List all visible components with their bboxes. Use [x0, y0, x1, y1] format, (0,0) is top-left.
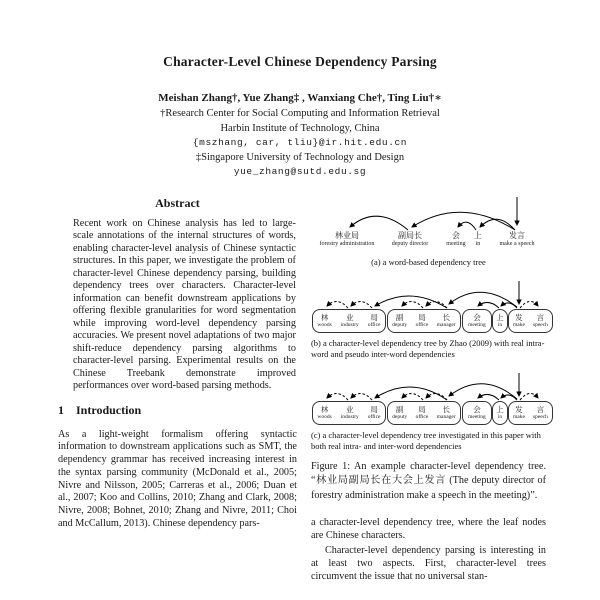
affiliation-block	[0, 107, 600, 180]
figure-1-caption: Figure 1: An example character-level dependency tree. “林业局副局长在大会上发言 (The deputy director of forestry administration make a speech in the meeting)”.	[310, 461, 546, 501]
char-gloss: office	[367, 413, 381, 420]
inter-arc	[501, 303, 517, 308]
dependency-arcs-b-svg	[311, 281, 551, 309]
author-line: Meishan Zhang†, Yue Zhang‡ , Wanxiang Che†, Ting Liu†∗	[158, 92, 442, 104]
char-cell	[513, 406, 525, 421]
char-zh: 副	[395, 312, 404, 322]
char-cell	[496, 406, 504, 421]
char-zh: 会	[473, 312, 481, 322]
word-zh: 林业局	[334, 230, 359, 240]
word-cell	[320, 232, 375, 247]
char-zh: 长	[442, 312, 450, 322]
email-line-2: yue_zhang@sutd.edu.sg	[233, 166, 367, 177]
affiliation-line-1: †Research Center for Social Computing and Information Retrieval	[160, 108, 440, 119]
dependency-arcs-c-svg	[311, 373, 551, 401]
word-gloss: forestry administration	[319, 240, 375, 247]
caption-1a: (a) a word-based dependency tree	[371, 256, 486, 267]
intra-arc	[402, 393, 423, 400]
caption-1b: (b) a character-level dependency tree by Zhao (2009) with real intra-word and pseudo inter-word dependencies	[310, 338, 545, 359]
char-zh: 上	[496, 312, 504, 322]
left-column	[58, 194, 297, 584]
paper-title: Character-Level Chinese Dependency Parsing	[163, 54, 437, 69]
char-cell	[368, 314, 381, 329]
char-gloss: industry	[340, 413, 359, 420]
char-cell	[368, 406, 381, 421]
char-gloss: industry	[340, 321, 359, 328]
char-gloss: make	[512, 413, 525, 420]
char-gloss: deputy	[392, 413, 408, 420]
email-line-1: {mszhang, car, tliu}@ir.hit.edu.cn	[192, 137, 408, 148]
char-cell	[416, 314, 429, 329]
word-row-a	[311, 232, 551, 252]
char-cell	[437, 406, 456, 421]
inter-arc	[449, 384, 517, 399]
word-gloss: deputy director	[391, 240, 429, 247]
word-zh: 副局长	[397, 230, 422, 240]
word-zh: 上	[473, 230, 482, 240]
intra-arc	[520, 301, 538, 308]
char-zh: 业	[346, 404, 354, 414]
char-cell	[317, 406, 331, 421]
char-gloss: office	[367, 321, 381, 328]
char-gloss: meeting	[468, 321, 486, 328]
char-gloss: meeting	[468, 413, 486, 420]
introduction-paragraph: As a light-weight formalism offering syntactic information to downstream applications such as SMT, the dependency grammar has received increasing interest in the syntax parsing community (McDonald et al., 2005; Nivre and Nilsson, 2005; Carreras et al., 2006; Duan et al., 2007; Koo and Collins, 2010; Zhang and Clark, 2008; Nivre, 2008; Bohnet, 2010; Zhang and Nivre, 2011; Choi and McCallum, 2013). Chinese dependency pars-	[58, 428, 297, 530]
word-box	[387, 309, 461, 333]
char-zh: 林	[320, 404, 329, 414]
word-box	[508, 401, 553, 425]
char-zh: 长	[442, 404, 450, 414]
arc-in-to-meeting	[458, 222, 476, 230]
char-gloss: manager	[436, 321, 456, 328]
intra-arc	[327, 301, 348, 308]
char-cell	[437, 314, 456, 329]
abstract-heading: Abstract	[155, 195, 200, 210]
word-cell	[499, 232, 534, 247]
char-zh: 言	[536, 312, 545, 322]
char-cell	[513, 314, 525, 329]
char-cell	[468, 406, 486, 421]
char-zh: 上	[496, 404, 504, 414]
char-zh: 发	[515, 404, 523, 414]
intra-arc	[520, 393, 538, 400]
char-cell	[392, 314, 407, 329]
word-cell	[392, 232, 429, 247]
intra-arc	[327, 393, 348, 400]
arc-deputydirector-to-forestry	[350, 216, 408, 230]
word-box	[492, 401, 508, 425]
word-zh: 会	[451, 230, 460, 240]
word-gloss: in	[475, 240, 481, 247]
char-zh: 发	[515, 312, 523, 322]
char-cell	[468, 314, 486, 329]
word-box	[462, 309, 492, 333]
char-gloss: office	[415, 321, 429, 328]
inter-arc	[449, 292, 517, 307]
char-zh: 副	[395, 404, 404, 414]
caption-1c: (c) a character-level dependency tree investigated in this paper with both real intra- and inter-word dependencies	[310, 430, 541, 451]
char-zh: 林	[320, 312, 329, 322]
char-zh: 局	[370, 404, 378, 414]
right-column-paragraph-1: a character-level dependency tree, where the leaf nodes are Chinese characters.	[310, 517, 546, 542]
word-box	[312, 309, 386, 333]
affiliation-line-2: Harbin Institute of Technology, China	[220, 122, 380, 134]
dependency-arcs-a-svg	[311, 196, 551, 232]
two-column-body	[0, 194, 600, 584]
char-cell	[341, 406, 359, 421]
word-zh: 发言	[508, 230, 525, 240]
char-cell	[533, 314, 548, 329]
char-cell	[341, 314, 359, 329]
char-cell	[416, 406, 429, 421]
arc-speech-to-deputydirector	[412, 212, 515, 230]
abstract-body: Recent work on Chinese analysis has led to large-scale annotations of the internal structures of words, enabling character-level analysis of Chinese syntactic structures. In this paper, we investigate the problem of character-level Chinese dependency parsing, building dependency trees over characters. Character-level information can benefit downstream applications by offering flexible granularities for word segmentation while improving word-level dependency parsing accuracies. We present novel adaptations of two major shift-reduce dependency parsing algorithms to character-level parsing. Experimental results on the Chinese Treebank demonstrate improved performances over word-based parsing methods.	[73, 217, 296, 391]
word-box	[312, 401, 386, 425]
inter-arc	[375, 296, 447, 308]
word-cell	[474, 232, 482, 247]
char-zh: 会	[473, 404, 481, 414]
word-cell	[446, 232, 465, 247]
section-1-number: 1	[58, 402, 64, 417]
char-gloss: woods	[317, 321, 332, 328]
char-zh: 业	[346, 312, 354, 322]
char-gloss: in	[497, 413, 503, 420]
char-gloss: in	[497, 321, 503, 328]
inter-arc	[478, 302, 499, 308]
char-gloss: make	[512, 321, 525, 328]
inter-arc	[501, 395, 517, 400]
char-gloss: office	[415, 413, 429, 420]
char-zh: 局	[370, 312, 378, 322]
figure-1a-word-tree	[311, 196, 546, 254]
word-box	[492, 309, 508, 333]
section-1-heading	[58, 403, 297, 418]
paper-header	[0, 0, 600, 180]
word-box	[462, 401, 492, 425]
word-box	[387, 401, 461, 425]
intra-arc	[351, 301, 372, 308]
char-cell	[533, 406, 548, 421]
char-gloss: speech	[532, 413, 548, 420]
figure-1b-char-tree	[311, 281, 546, 334]
section-1-title: Introduction	[76, 402, 142, 417]
char-cell	[317, 314, 331, 329]
word-gloss: make a speech	[499, 240, 535, 247]
char-cell	[392, 406, 407, 421]
char-cell	[496, 314, 504, 329]
char-zh: 局	[418, 312, 426, 322]
char-gloss: manager	[436, 413, 456, 420]
right-column-paragraph-2: Character-level dependency parsing is interesting in at least two aspects. First, character-level trees circumvent the issue that no universal stan-	[310, 545, 546, 583]
right-column	[311, 194, 546, 584]
char-gloss: speech	[532, 321, 548, 328]
intra-arc	[402, 301, 423, 308]
intra-arc	[426, 393, 447, 400]
affiliation-line-3: ‡Singapore University of Technology and Design	[195, 151, 405, 163]
inter-arc	[478, 394, 499, 400]
intra-arc	[351, 393, 372, 400]
char-gloss: woods	[317, 413, 332, 420]
word-box	[508, 309, 553, 333]
char-zh: 言	[536, 404, 545, 414]
char-zh: 局	[418, 404, 426, 414]
char-gloss: deputy	[392, 321, 408, 328]
word-gloss: meeting	[446, 240, 466, 247]
figure-1c-char-tree	[311, 373, 546, 426]
